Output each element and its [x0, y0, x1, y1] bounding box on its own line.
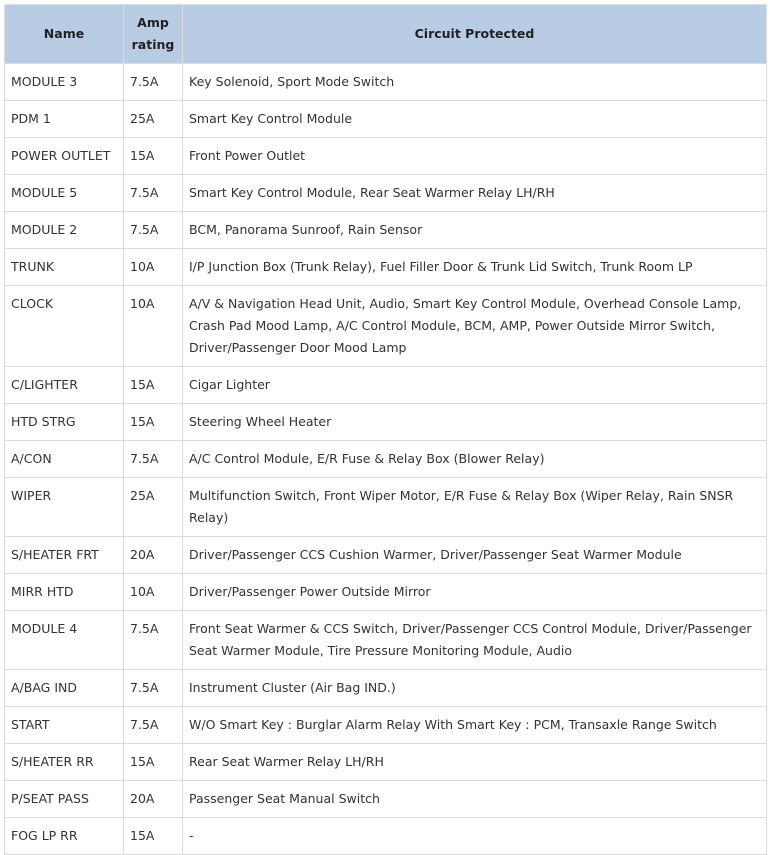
cell-circuit: I/P Junction Box (Trunk Relay), Fuel Filler Door & Trunk Lid Switch, Trunk Room LP [183, 249, 767, 286]
cell-circuit: Instrument Cluster (Air Bag IND.) [183, 670, 767, 707]
cell-amp: 10A [124, 574, 183, 611]
cell-name: S/HEATER RR [5, 744, 124, 781]
cell-name: MODULE 5 [5, 175, 124, 212]
table-row [5, 707, 767, 744]
cell-amp: 10A [124, 286, 183, 367]
cell-amp: 7.5A [124, 707, 183, 744]
table-header [5, 5, 767, 64]
cell-amp: 7.5A [124, 441, 183, 478]
cell-circuit: W/O Smart Key : Burglar Alarm Relay With Smart Key : PCM, Transaxle Range Switch [183, 707, 767, 744]
table-row [5, 781, 767, 818]
cell-circuit: Passenger Seat Manual Switch [183, 781, 767, 818]
table-row [5, 404, 767, 441]
table-row [5, 286, 767, 367]
cell-circuit: Smart Key Control Module, Rear Seat Warmer Relay LH/RH [183, 175, 767, 212]
cell-amp: 10A [124, 249, 183, 286]
table-row [5, 367, 767, 404]
cell-circuit: Smart Key Control Module [183, 101, 767, 138]
cell-name: A/CON [5, 441, 124, 478]
fuse-table [4, 4, 767, 855]
table-row [5, 574, 767, 611]
cell-circuit: Cigar Lighter [183, 367, 767, 404]
cell-name: PDM 1 [5, 101, 124, 138]
cell-name: MODULE 3 [5, 64, 124, 101]
cell-amp: 15A [124, 367, 183, 404]
cell-amp: 7.5A [124, 64, 183, 101]
cell-amp: 15A [124, 818, 183, 855]
table-row [5, 670, 767, 707]
cell-name: MODULE 4 [5, 611, 124, 670]
cell-amp: 15A [124, 744, 183, 781]
cell-amp: 25A [124, 478, 183, 537]
cell-name: START [5, 707, 124, 744]
cell-name: POWER OUTLET [5, 138, 124, 175]
cell-circuit: Steering Wheel Heater [183, 404, 767, 441]
table-body [5, 64, 767, 855]
cell-amp: 15A [124, 404, 183, 441]
header-amp-rating: Amp rating [124, 5, 183, 64]
cell-name: P/SEAT PASS [5, 781, 124, 818]
cell-circuit: Multifunction Switch, Front Wiper Motor, E/R Fuse & Relay Box (Wiper Relay, Rain SNSR Relay) [183, 478, 767, 537]
cell-name: CLOCK [5, 286, 124, 367]
cell-amp: 20A [124, 537, 183, 574]
header-row [5, 5, 767, 64]
cell-circuit: Front Power Outlet [183, 138, 767, 175]
fuse-table-container [4, 4, 766, 855]
table-row [5, 478, 767, 537]
header-name: Name [5, 5, 124, 64]
cell-circuit: A/V & Navigation Head Unit, Audio, Smart Key Control Module, Overhead Console Lamp, Crash Pad Mood Lamp, A/C Control Module, BCM, AMP, Power Outside Mirror Switch, Driver/Passenger Door Mood Lamp [183, 286, 767, 367]
cell-name: C/LIGHTER [5, 367, 124, 404]
cell-amp: 25A [124, 101, 183, 138]
cell-amp: 7.5A [124, 670, 183, 707]
cell-amp: 7.5A [124, 175, 183, 212]
cell-amp: 15A [124, 138, 183, 175]
table-row [5, 175, 767, 212]
cell-name: A/BAG IND [5, 670, 124, 707]
cell-circuit: Key Solenoid, Sport Mode Switch [183, 64, 767, 101]
cell-name: WIPER [5, 478, 124, 537]
cell-name: TRUNK [5, 249, 124, 286]
cell-circuit: BCM, Panorama Sunroof, Rain Sensor [183, 212, 767, 249]
cell-circuit: A/C Control Module, E/R Fuse & Relay Box (Blower Relay) [183, 441, 767, 478]
table-row [5, 101, 767, 138]
cell-amp: 7.5A [124, 212, 183, 249]
table-row [5, 249, 767, 286]
header-circuit-protected: Circuit Protected [183, 5, 767, 64]
table-row [5, 138, 767, 175]
table-row [5, 611, 767, 670]
cell-name: MIRR HTD [5, 574, 124, 611]
cell-circuit: - [183, 818, 767, 855]
cell-name: HTD STRG [5, 404, 124, 441]
cell-amp: 20A [124, 781, 183, 818]
cell-circuit: Driver/Passenger CCS Cushion Warmer, Driver/Passenger Seat Warmer Module [183, 537, 767, 574]
cell-amp: 7.5A [124, 611, 183, 670]
table-row [5, 537, 767, 574]
table-row [5, 441, 767, 478]
cell-circuit: Driver/Passenger Power Outside Mirror [183, 574, 767, 611]
table-row [5, 744, 767, 781]
cell-name: MODULE 2 [5, 212, 124, 249]
table-row [5, 212, 767, 249]
cell-circuit: Front Seat Warmer & CCS Switch, Driver/Passenger CCS Control Module, Driver/Passenger Seat Warmer Module, Tire Pressure Monitoring Module, Audio [183, 611, 767, 670]
cell-name: FOG LP RR [5, 818, 124, 855]
table-row [5, 818, 767, 855]
table-row [5, 64, 767, 101]
cell-name: S/HEATER FRT [5, 537, 124, 574]
cell-circuit: Rear Seat Warmer Relay LH/RH [183, 744, 767, 781]
